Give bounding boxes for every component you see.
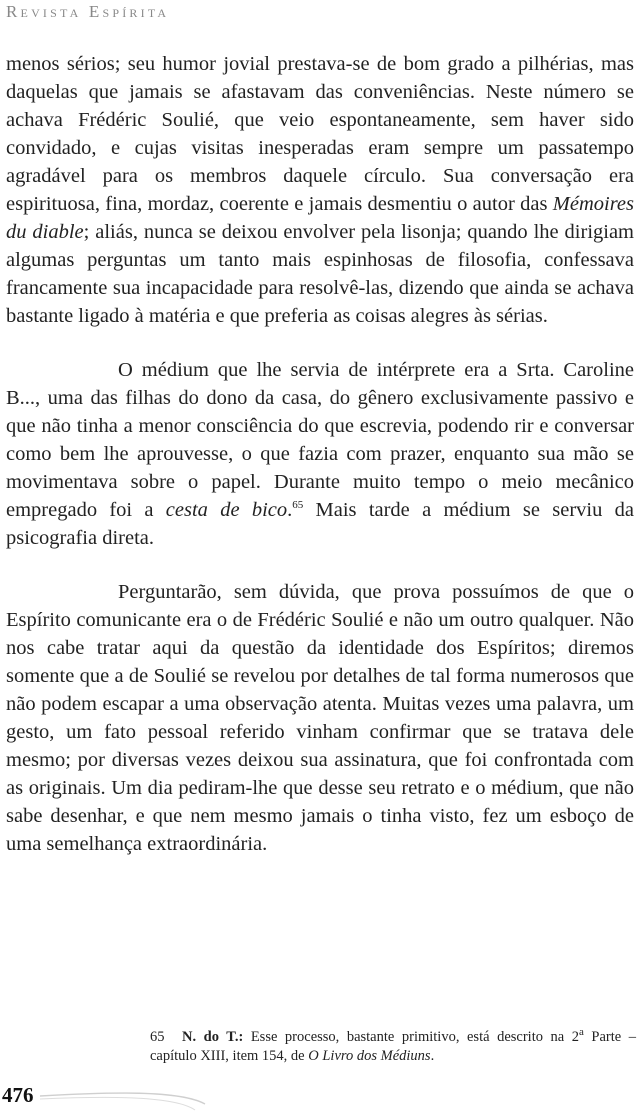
footnote-book-title: O Livro dos Médiuns bbox=[308, 1048, 431, 1064]
paragraph-1-text-a: menos sérios; seu humor jovial prestava-se de bom grado a pilhérias, mas daquelas que jamais se afastavam das conveniências. Neste número se achava Frédéric Soulié, que veio espontaneamente, sem haver sido convidado, e cujas visitas inesperadas eram sempre um passatempo agradável para os membros daquele círculo. Sua conversação era espirituosa, fina, mordaz, coerente e jamais desmentiu o autor das bbox=[6, 53, 634, 215]
paragraph-2-text-c: Mais tarde a médium se serviu da psicografia direta. bbox=[6, 499, 634, 549]
footnote-reference[interactable]: 65 bbox=[292, 499, 304, 512]
page-number: 476 bbox=[2, 1083, 34, 1107]
footnote-text-c: . bbox=[430, 1048, 435, 1064]
paragraph-2-italic-term: cesta de bico bbox=[165, 499, 288, 521]
paragraph-1-text-b: ; aliás, nunca se deixou envolver pela lisonja; quando lhe dirigiam algumas perguntas um tanto mais espinhosas de filosofia, confessava francamente sua incapacidade para resolvê-las, dizendo que ainda se achava bastante ligado à matéria e que preferia as coisas alegres às sérias. bbox=[6, 221, 634, 327]
footnote-label: N. do T.: bbox=[182, 1029, 244, 1045]
footnote-number: 65 bbox=[150, 1029, 165, 1045]
main-text bbox=[6, 50, 634, 858]
paragraph-1 bbox=[6, 50, 634, 330]
paragraph-3 bbox=[6, 578, 634, 858]
paragraph-3-text: Perguntarão, sem dúvida, que prova possuímos de que o Espírito comunicante era o de Frédéric Soulié e não um outro qualquer. Não nos cabe tratar aqui da questão da identidade dos Espíritos; diremos somente que a de Soulié se revelou por detalhes de tal forma numerosos que não podem escapar a uma observação atenta. Muitas vezes uma palavra, um gesto, um fato pessoal referido vinham confirmar que se tratava dele mesmo; por diversas vezes deixou sua assinatura, que foi confrontada com as originais. Um dia pediram-lhe que desse seu retrato e o médium, que não sabe desenhar, e que nem mesmo jamais o tinha visto, fez um esboço de uma semelhança extraordinária. bbox=[6, 581, 634, 855]
footnote-superscript: a bbox=[579, 1026, 584, 1039]
paragraph-2-text-b: . bbox=[287, 499, 293, 521]
footnote-text-b: Parte – capítulo XIII, item 154, de bbox=[150, 1029, 637, 1064]
footnote-text-a: Esse processo, bastante primitivo, está descrito na 2 bbox=[243, 1029, 579, 1045]
paragraph-2-text-a: O médium que lhe servia de intérprete era a Srta. Caroline B..., uma das filhas do dono da casa, do gênero exclusivamente passivo e que não tinha a menor consciência do que escrevia, podendo rir e conversar como bem lhe aprouvesse, o que fazia com prazer, enquanto sua mão se movimentava sobre o papel. Durante muito tempo o meio mecânico empregado foi a bbox=[6, 359, 634, 521]
running-header: Revista Espírita bbox=[6, 2, 170, 21]
paragraph-1-italic-title: Mémoires du diable bbox=[6, 193, 634, 243]
footnote bbox=[150, 1028, 636, 1066]
paragraph-2 bbox=[6, 356, 634, 552]
